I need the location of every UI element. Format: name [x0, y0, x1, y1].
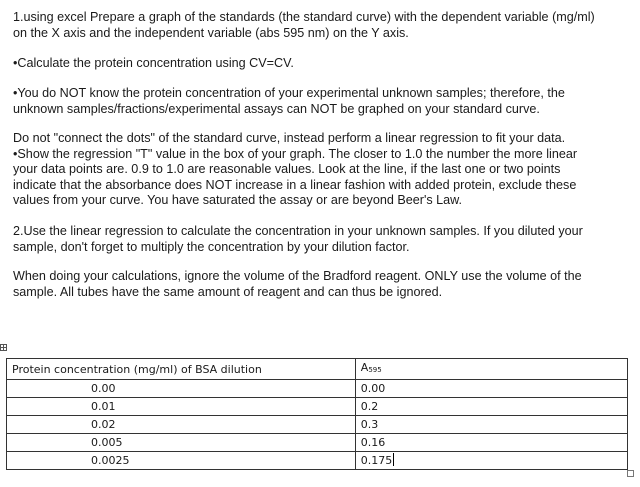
cell-concentration[interactable]: 0.01 — [7, 398, 356, 416]
cell-absorbance[interactable]: 0.3 — [355, 416, 627, 434]
cell-absorbance[interactable]: 0.00 — [355, 380, 627, 398]
cell-absorbance-value: 0.175 — [360, 454, 393, 467]
header-abs-wavelength: 595 — [368, 366, 382, 374]
text-cursor — [393, 453, 394, 466]
cell-absorbance[interactable]: 0.2 — [355, 398, 627, 416]
table-header-row — [7, 359, 628, 380]
text-line: your data points are. 0.9 to 1.0 are reasonable values. Look at the line, if the last one or two points — [13, 162, 561, 177]
text-line: sample. All tubes have the same amount of reagent and can thus be ignored. — [13, 284, 443, 299]
table-move-handle-icon[interactable] — [0, 344, 7, 351]
instruction-1-graph-standards — [13, 10, 633, 41]
calculation-note — [13, 269, 633, 300]
text-line: •Show the regression "T" value in the box of your graph. The closer to 1.0 the number the more linear — [13, 146, 578, 161]
text-line: sample, don't forget to multiply the concentration by your dilution factor. — [13, 239, 410, 254]
linear-regression-instructions — [13, 131, 633, 209]
text-line: Do not "connect the dots" of the standard curve, instead perform a linear regression to fit your data. — [13, 131, 566, 145]
cell-concentration[interactable]: 0.005 — [7, 434, 356, 452]
table-row — [7, 398, 628, 416]
table-row — [7, 434, 628, 452]
table-row — [7, 380, 628, 398]
table-resize-handle-icon[interactable] — [627, 470, 634, 477]
cell-concentration[interactable]: 0.0025 — [7, 452, 356, 470]
text-line: values from your curve. You have saturated the assay or are beyond Beer's Law. — [13, 193, 463, 208]
table-row — [7, 416, 628, 434]
text-line: 1.using excel Prepare a graph of the standards (the standard curve) with the dependent variable (mg/ml) — [13, 10, 595, 24]
text-line: indicate that the absorbance does NOT increase in a linear fashion with added protein, exclude these — [13, 177, 577, 192]
cell-concentration[interactable]: 0.00 — [7, 380, 356, 398]
text-line: 2.Use the linear regression to calculate the concentration in your unknown samples. If you diluted your — [13, 224, 583, 238]
text-line: on the X axis and the independent variable (abs 595 nm) on the Y axis. — [13, 25, 409, 40]
header-concentration[interactable]: Protein concentration (mg/ml) of BSA dilution — [7, 359, 356, 380]
header-abs-letter: A — [360, 361, 369, 374]
text-line: •You do NOT know the protein concentration of your experimental unknown samples; therefore, the — [13, 86, 565, 100]
bullet-calculate-concentration — [13, 56, 633, 72]
header-absorbance[interactable] — [355, 359, 627, 380]
cell-concentration[interactable]: 0.02 — [7, 416, 356, 434]
text-line: •Calculate the protein concentration using CV=CV. — [13, 56, 294, 70]
bsa-standards-table[interactable] — [6, 358, 628, 470]
text-line: unknown samples/fractions/experimental assays can NOT be graphed on your standard curve. — [13, 101, 540, 116]
bullet-unknown-samples — [13, 86, 633, 117]
text-line: When doing your calculations, ignore the volume of the Bradford reagent. ONLY use the volume of the — [13, 269, 582, 283]
table-row — [7, 452, 628, 470]
cell-absorbance-active[interactable] — [355, 452, 627, 470]
instruction-2-calculate-unknowns — [13, 224, 633, 255]
cell-absorbance[interactable]: 0.16 — [355, 434, 627, 452]
